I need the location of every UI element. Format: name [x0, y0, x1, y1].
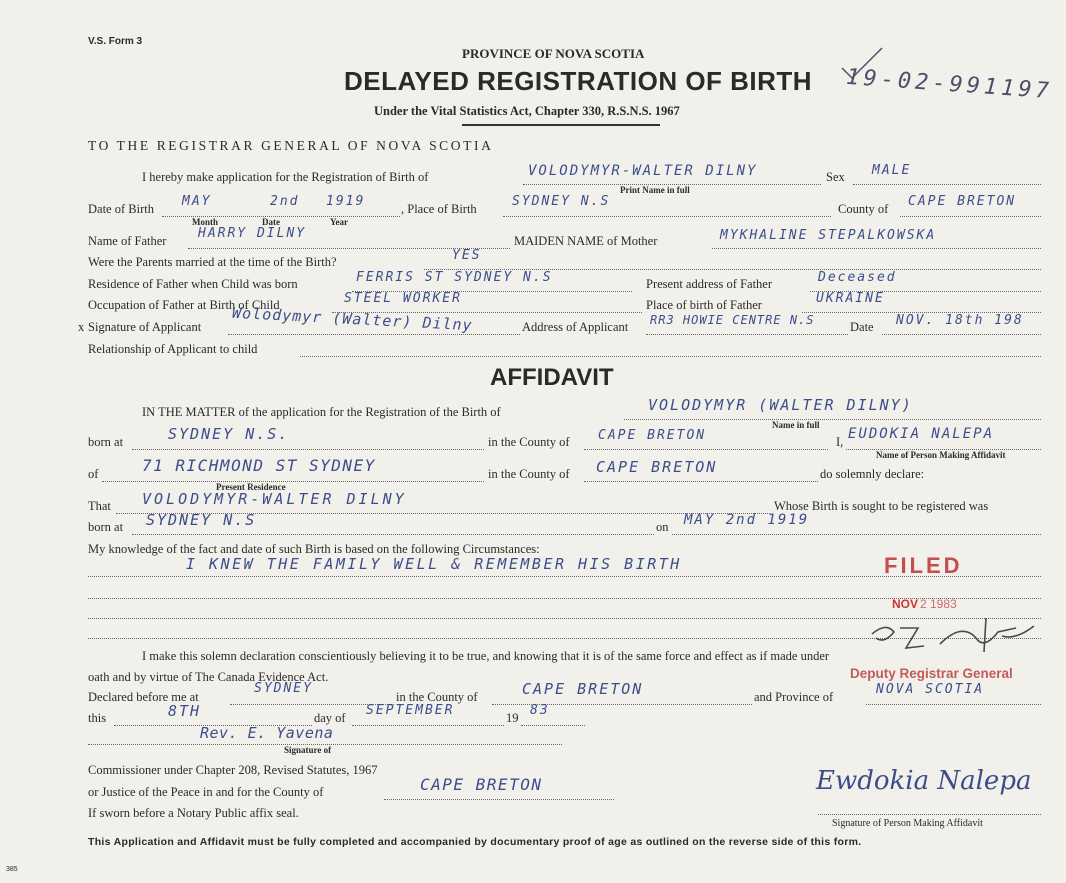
maiden-label: MAIDEN NAME of Mother — [514, 234, 658, 248]
province-value: NOVA SCOTIA — [876, 682, 985, 697]
registration-number: 19-02-991197 — [845, 64, 1054, 105]
filed-stamp: FILED — [884, 553, 963, 578]
justice-county-value: CAPE BRETON — [420, 775, 543, 794]
day-value: 8TH — [168, 702, 202, 720]
married-label: Were the Parents married at the time of the Birth? — [88, 255, 337, 269]
intro-label: I hereby make application for the Registration of Birth of — [142, 170, 429, 184]
signature-of-caption: Signature of — [284, 745, 332, 755]
dob-day-value: 2nd — [270, 194, 300, 209]
relationship-label: Relationship of Applicant to child — [88, 342, 258, 356]
person-signature: Ewdokia Nalepa — [816, 766, 1032, 796]
date-label: Date — [850, 320, 874, 334]
county-value-3: CAPE BRETON — [522, 680, 644, 698]
field-line — [900, 216, 1041, 217]
person-name-value: EUDOKIA NALEPA — [848, 426, 995, 442]
filed-date-month: NOV — [892, 597, 919, 611]
month-caption: Month — [192, 217, 219, 227]
day-of-label: day of — [314, 711, 346, 725]
justice-label: or Justice of the Peace in and for the County of — [88, 785, 324, 799]
print-name-caption: Print Name in full — [620, 185, 690, 195]
signature-line — [818, 814, 1041, 815]
applicant-address-value: RR3 HOWIE CENTRE N.S — [650, 313, 815, 327]
field-line — [584, 481, 818, 482]
father-pob-label: Place of birth of Father — [646, 298, 762, 312]
field-line — [866, 704, 1041, 705]
commissioner-label: Commissioner under Chapter 208, Revised Statutes, 1967 — [88, 763, 378, 777]
father-label: Name of Father — [88, 234, 167, 248]
dob-year-value: 1919 — [326, 194, 366, 209]
field-line — [853, 184, 1041, 185]
field-line — [672, 534, 1041, 535]
pob-value: SYDNEY N.S — [512, 194, 611, 209]
notary-label: If sworn before a Notary Public affix seal. — [88, 806, 299, 820]
of-label: of — [88, 467, 99, 481]
this-label: this — [88, 711, 107, 725]
province-heading: PROVINCE OF NOVA SCOTIA — [462, 46, 645, 61]
solemn-line-1: I make this solemn declaration conscientiously believing it to be true, and knowing that it is of the same force and effect as if made under — [142, 649, 830, 663]
checkmark-icon — [838, 44, 888, 84]
residence-label: Residence of Father when Child was born — [88, 277, 298, 291]
county-label-3: in the County of — [396, 690, 478, 704]
form-title: DELAYED REGISTRATION OF BIRTH — [344, 66, 813, 96]
field-line — [132, 449, 484, 450]
knowledge-label: My knowledge of the fact and date of such Birth is based on the following Circumstances: — [88, 542, 540, 556]
century-label: 19 — [506, 711, 519, 725]
addressee: TO THE REGISTRAR GENERAL OF NOVA SCOTIA — [88, 138, 494, 153]
dob-label: Date of Birth — [88, 202, 154, 216]
that-label: That — [88, 499, 111, 513]
father-value: HARRY DILNY — [198, 226, 307, 241]
born-at-label: born at — [88, 435, 124, 449]
declare-label: do solemnly declare: — [820, 467, 925, 481]
maiden-value: MYKHALINE STEPALKOWSKA — [720, 228, 937, 243]
date-caption: Date — [262, 217, 280, 227]
county-label: in the County of — [488, 435, 570, 449]
occupation-value: STEEL WORKER — [344, 291, 462, 306]
affidavit-name-value: VOLODYMYR (WALTER DILNY) — [648, 396, 913, 414]
present-residence-caption: Present Residence — [216, 482, 286, 492]
field-line — [521, 725, 585, 726]
whose-birth-label: Whose Birth is sought to be registered was — [774, 499, 989, 513]
father-pob-value: UKRAINE — [816, 291, 885, 306]
county-label: County of — [838, 202, 889, 216]
field-line — [352, 725, 504, 726]
applicant-signature-label: Signature of Applicant — [88, 320, 202, 334]
field-line — [712, 248, 1041, 249]
county-value: CAPE BRETON — [908, 194, 1017, 209]
on-label: on — [656, 520, 669, 534]
deputy-registrar-stamp: Deputy Registrar General — [850, 666, 1013, 681]
form-number: V.S. Form 3 — [88, 36, 143, 47]
print-code: 385 — [6, 866, 18, 873]
county-label-2: in the County of — [488, 467, 570, 481]
filed-date-rest: 2 1983 — [920, 597, 957, 611]
field-line — [882, 334, 1041, 335]
field-line — [228, 334, 520, 335]
year-caption: Year — [330, 217, 348, 227]
field-line — [584, 449, 828, 450]
occupation-label: Occupation of Father at Birth of Child — [88, 298, 280, 312]
field-line — [624, 419, 1041, 420]
province-label: and Province of — [754, 690, 834, 704]
dob-month-value: MAY — [182, 194, 212, 209]
sex-value: MALE — [872, 163, 912, 178]
person-residence-value: 71 RICHMOND ST SYDNEY — [142, 456, 376, 475]
person-signature-caption: Signature of Person Making Affidavit — [832, 818, 983, 829]
applicant-signature-value: Wolodymyr (Walter) Dilny — [231, 303, 474, 335]
on-value: MAY 2nd 1919 — [684, 512, 810, 528]
field-line — [102, 481, 484, 482]
registrar-signature-icon — [866, 614, 1046, 660]
field-line — [132, 534, 654, 535]
circumstance-value: I KNEW THE FAMILY WELL & REMEMBER HIS BIRTH — [186, 555, 682, 573]
born-at-label-2: born at — [88, 520, 124, 534]
footer-note: This Application and Affidavit must be fully completed and accompanied by documentary proof of age as outlined on the reverse side of this form. — [88, 836, 862, 848]
affidavit-title: AFFIDAVIT — [490, 364, 614, 391]
present-address-label: Present address of Father — [646, 277, 773, 291]
born-at-value-2: SYDNEY N.S — [146, 511, 257, 529]
date-value: NOV. 18th 198 — [896, 313, 1024, 328]
signature-mark: x — [78, 320, 85, 334]
i-label: I, — [836, 435, 844, 449]
form-subtitle: Under the Vital Statistics Act, Chapter 330, R.S.N.S. 1967 — [374, 104, 680, 118]
field-line — [384, 799, 614, 800]
field-line — [646, 334, 848, 335]
applicant-address-label: Address of Applicant — [522, 320, 629, 334]
sex-label: Sex — [826, 170, 845, 184]
person-name-caption: Name of Person Making Affidavit — [876, 450, 1006, 460]
county-value-2: CAPE BRETON — [596, 458, 718, 476]
declared-value: SYDNEY — [254, 681, 313, 696]
married-value: YES — [452, 248, 482, 263]
pob-label: , Place of Birth — [401, 202, 477, 216]
residence-value: FERRIS ST SYDNEY N.S — [356, 270, 553, 285]
subtitle-rule — [462, 124, 660, 126]
matter-label: IN THE MATTER of the application for the Registration of the Birth of — [142, 405, 501, 419]
county-value: CAPE BRETON — [598, 428, 707, 443]
born-at-value: SYDNEY N.S. — [168, 425, 290, 443]
month-value: SEPTEMBER — [366, 703, 455, 718]
field-line — [300, 356, 1041, 357]
child-name-value: VOLODYMYR-WALTER DILNY — [528, 163, 758, 179]
field-line — [503, 216, 831, 217]
commissioner-signature: Rev. E. Yavena — [200, 724, 334, 742]
subject-name-value: VOLODYMYR-WALTER DILNY — [142, 490, 407, 508]
present-address-value: Deceased — [818, 270, 897, 285]
name-full-caption: Name in full — [772, 420, 820, 430]
year-value: 83 — [530, 703, 550, 718]
declared-label: Declared before me at — [88, 690, 199, 704]
solemn-line-2: oath and by virtue of The Canada Evidence Act. — [88, 670, 329, 684]
